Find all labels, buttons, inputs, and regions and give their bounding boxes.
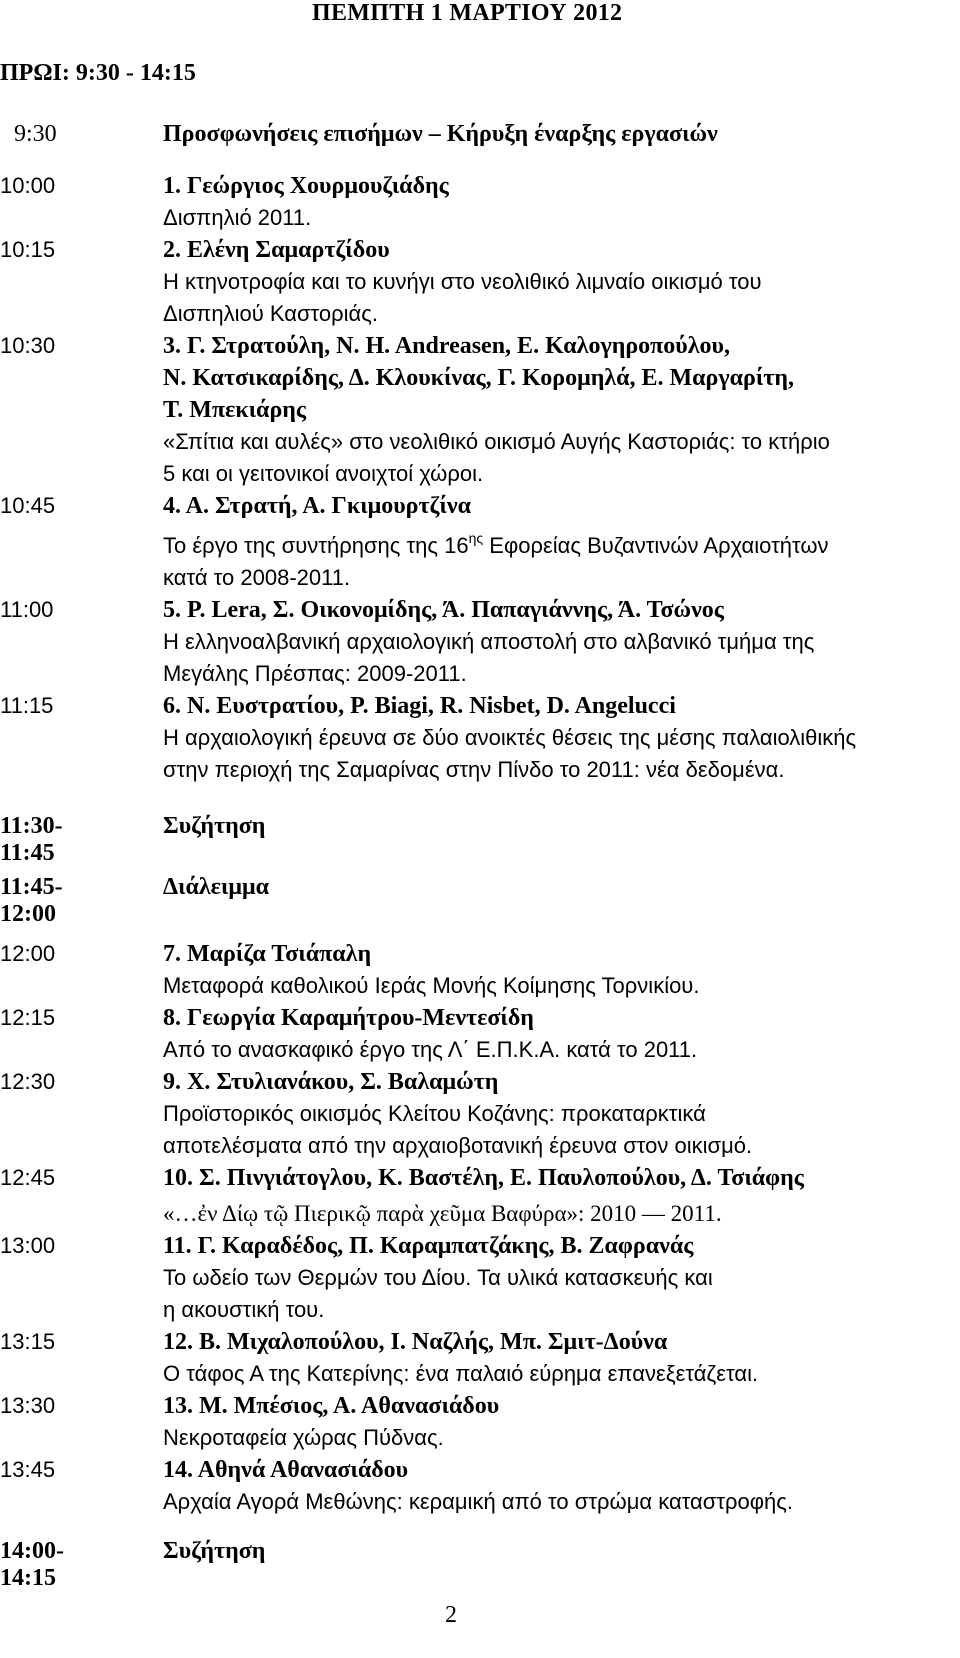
page-number: 2 (445, 1602, 457, 1628)
talk-time: 10:45 (0, 493, 56, 518)
talk-item (0, 234, 960, 330)
talk-title: Η ελληνοαλβανική αρχαιολογική αποστολή στο αλβανικό τμήμα της Μεγάλης Πρέσπας: 2009-2011. (163, 629, 815, 686)
talk-authors: 6. Ν. Ευστρατίου, P. Biagi, R. Nisbet, D. Angelucci (163, 693, 676, 719)
talk-time: 10:00 (0, 173, 56, 198)
talk-time: 11:15 (0, 693, 54, 718)
discussion-time: 11:30-11:45 (0, 813, 63, 866)
talk-time: 11:00 (0, 597, 54, 622)
talk-item (0, 938, 960, 1002)
talk-item (0, 170, 960, 234)
talk-item (0, 1066, 960, 1162)
talk-item (0, 690, 960, 786)
talk-title: Νεκροταφεία χώρας Πύδνας. (163, 1425, 444, 1450)
talk-title: Προϊστορικός οικισμός Κλείτου Κοζάνης: προκαταρκτικά αποτελέσματα από την αρχαιοβοτανική έρευνα στον οικισμό. (163, 1101, 753, 1158)
talk-title-part: Εφορείας Βυζαντινών Αρχαιοτήτων κατά το 2008-2011. (163, 533, 829, 590)
opening-time: 9:30 (14, 121, 57, 147)
talk-authors: 9. Χ. Στυλιανάκου, Σ. Βαλαμώτη (163, 1069, 499, 1095)
talk-time: 12:00 (0, 941, 56, 966)
talk-item (0, 1230, 960, 1326)
talk-time: 12:15 (0, 1005, 56, 1030)
talk-list-morning (0, 170, 960, 786)
break-label: Διάλειμμα (163, 874, 269, 900)
talk-time: 12:30 (0, 1069, 56, 1094)
talk-authors: 5. Ρ. Lera, Σ. Οικονομίδης, Ά. Παπαγιάννης, Ά. Τσώνος (163, 597, 724, 623)
talk-item (0, 1326, 960, 1390)
talk-time: 10:30 (0, 333, 56, 358)
talk-time: 12:45 (0, 1165, 56, 1190)
talk-title: Η αρχαιολογική έρευνα σε δύο ανοικτές θέσεις της μέσης παλαιολιθικής στην περιοχή της Σαμαρίνας στην Πίνδο το 2011: νέα δεδομένα. (163, 725, 857, 782)
talk-title: «…ἐν Δίῳ τῷ Πιερικῷ παρὰ χεῦμα Βαφύρα»: 2010 — 2011. (163, 1201, 722, 1226)
talk-time: 10:15 (0, 237, 56, 262)
talk-authors: 2. Ελένη Σαμαρτζίδου (163, 237, 390, 263)
talk-authors: 12. Β. Μιχαλοπούλου, Ι. Ναζλής, Μπ. Σμιτ-Δούνα (163, 1329, 668, 1355)
talk-authors: 3. Γ. Στρατούλη, N. H. Andreasen, Ε. Καλογηροπούλου, Ν. Κατσικαρίδης, Δ. Κλουκίνας, Γ. Κορομηλά, Ε. Μαργαρίτη, Τ. Μπεκιάρης (163, 333, 794, 423)
talk-item (0, 1162, 960, 1230)
talk-time: 13:30 (0, 1393, 56, 1418)
opening-text: Προσφωνήσεις επισήμων – Κήρυξη έναρξης εργασιών (163, 121, 718, 147)
session-title: ΠΡΩΙ: 9:30 - 14:15 (0, 60, 196, 86)
talk-authors: 4. Α. Στρατή, Α. Γκιμουρτζίνα (163, 493, 472, 519)
talk-title-part: Το έργο της συντήρησης της 16 (163, 533, 469, 558)
talk-title: Αρχαία Αγορά Μεθώνης: κεραμική από το στρώμα καταστροφής. (163, 1489, 794, 1514)
talk-item (0, 1454, 960, 1518)
talk-authors: 10. Σ. Πινγιάτογλου, Κ. Βαστέλη, Ε. Παυλοπούλου, Δ. Τσιάφης (163, 1165, 804, 1191)
discussion-label: Συζήτηση (163, 813, 266, 839)
talk-item (0, 330, 960, 490)
talk-title: Μεταφορά καθολικού Ιεράς Μονής Κοίμησης Τορνικίου. (163, 973, 700, 998)
talk-authors: 7. Μαρίζα Τσιάπαλη (163, 941, 372, 967)
talk-time: 13:15 (0, 1329, 56, 1354)
talk-authors: 14. Αθηνά Αθανασιάδου (163, 1457, 409, 1483)
talk-authors: 13. Μ. Μπέσιος, Α. Αθανασιάδου (163, 1393, 500, 1419)
talk-authors: 8. Γεωργία Καραμήτρου-Μεντεσίδη (163, 1005, 534, 1031)
talk-authors: 11. Γ. Καραδέδος, Π. Καραμπατζάκης, Β. Ζαφρανάς (163, 1233, 694, 1259)
talk-list-late-morning (0, 938, 960, 1518)
talk-title: Δισπηλιό 2011. (163, 205, 312, 230)
talk-title: Από το ανασκαφικό έργο της Λ΄ Ε.Π.Κ.Α. κατά το 2011. (163, 1037, 698, 1062)
talk-title (163, 522, 960, 594)
talk-authors: 1. Γεώργιος Χουρμουζιάδης (163, 173, 449, 199)
talk-item (0, 594, 960, 690)
talk-item (0, 490, 960, 594)
talk-time: 13:45 (0, 1457, 56, 1482)
discussion-label: Συζήτηση (163, 1538, 266, 1564)
break-time: 11:45-12:00 (0, 874, 63, 927)
day-title: ΠΕΜΠΤΗ 1 ΜΑΡΤΙΟΥ 2012 (312, 0, 623, 26)
discussion-time: 14:00-14:15 (0, 1538, 64, 1591)
talk-item (0, 1002, 960, 1066)
talk-item (0, 1390, 960, 1454)
talk-title: «Σπίτια και αυλές» στο νεολιθικό οικισμό Αυγής Καστοριάς: το κτήριο 5 και οι γειτονικοί ανοιχτοί χώροι. (163, 429, 830, 486)
talk-title: Η κτηνοτροφία και το κυνήγι στο νεολιθικό λιμναίο οικισμό του Δισπηλιού Καστοριάς. (163, 269, 762, 326)
talk-title: Ο τάφος Α της Κατερίνης: ένα παλαιό εύρημα επανεξετάζεται. (163, 1361, 759, 1386)
talk-title: Το ωδείο των Θερμών του Δίου. Τα υλικά κατασκευής και η ακουστική του. (163, 1265, 713, 1322)
ordinal-suffix: ης (468, 530, 484, 546)
talk-time: 13:00 (0, 1233, 56, 1258)
